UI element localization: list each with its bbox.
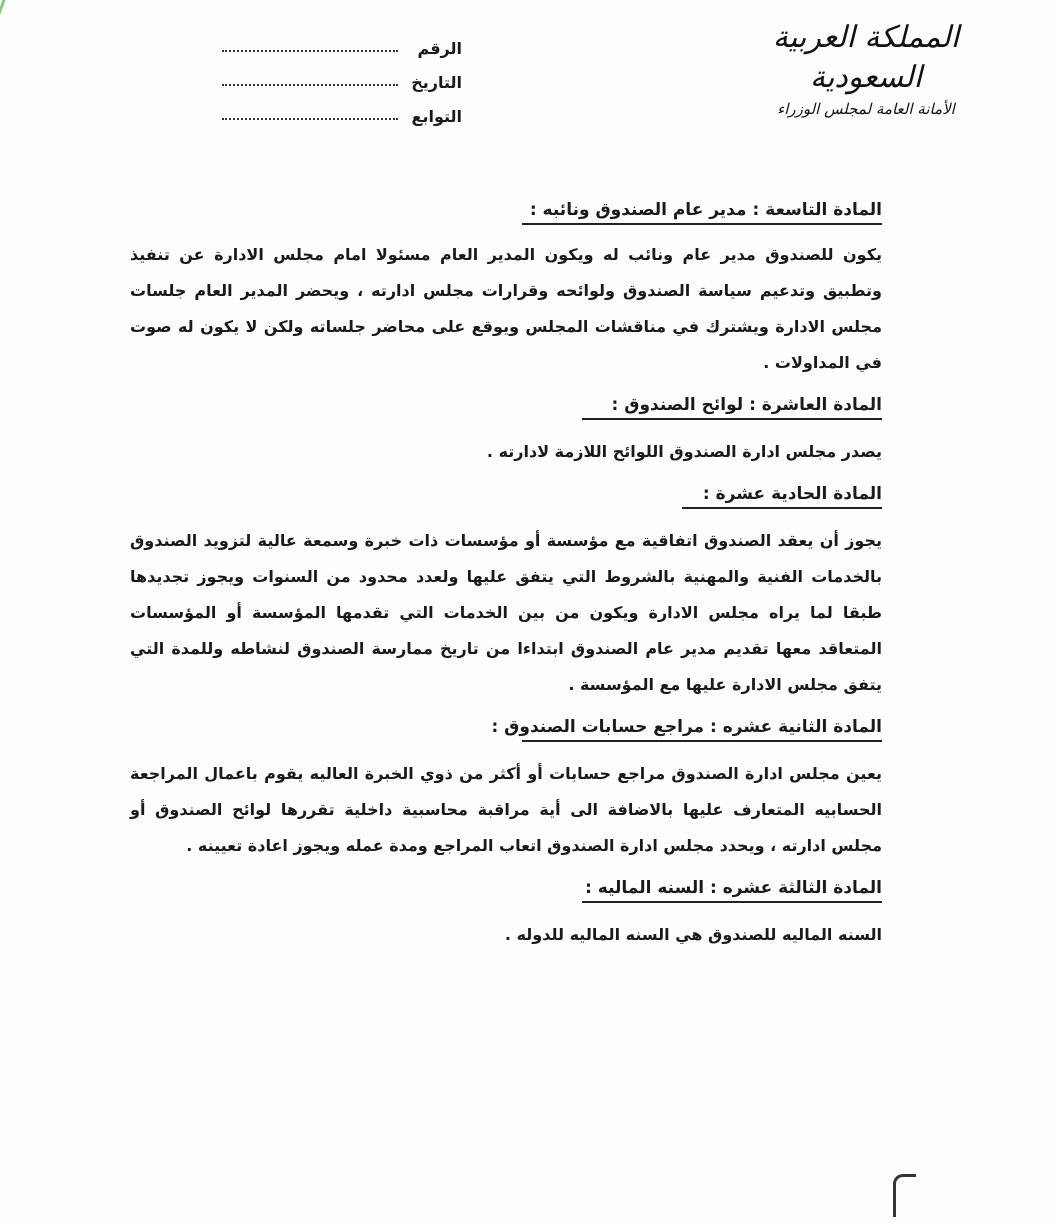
ref-attachments-label: التوابع [411, 107, 462, 126]
ref-date-line [222, 83, 398, 86]
ref-number-line [222, 49, 398, 52]
article-text: يعين مجلس ادارة الصندوق مراجع حسابات أو أكثر من ذوي الخبرة العاليه يقوم باعمال المراجعة الحسابيه المتعارف عليها بالاضافة الى أية مراقبة محاسبية داخلية تقررها لوائح الصندوق أو مجلس ادارته ، ويحدد مجلس ادارة الصندوق اتعاب المراجع ومدة عمله ويجوز اعادة تعيينه . [130, 764, 882, 855]
letterhead [766, 18, 966, 118]
letterhead-title: المملكة العربية السعودية [772, 20, 960, 95]
article-heading: المادة التاسعة : مدير عام الصندوق ونائبه : [522, 200, 882, 225]
article-text: يصدر مجلس ادارة الصندوق اللوائح اللازمة لادارته . [486, 442, 882, 461]
reference-fields [222, 24, 462, 126]
article-12 [130, 717, 882, 864]
article-text: يكون للصندوق مدير عام ونائب له ويكون المدير العام مسئولا امام مجلس الادارة عن تنفيذ وتطبيق وتدعيم سياسة الصندوق ولوائحه وقرارات مجلس ادارته ، ويحضر المدير العام جلسات مجلس الادارة ويشترك في مناقشات المجلس ويوقع على محاضر جلساته ولكن لا يكون له صوت في المداولات . [130, 245, 882, 372]
corner-mark [0, 0, 20, 14]
ref-date-row [222, 58, 462, 92]
article-text: السنه الماليه للصندوق هي السنه الماليه للدوله . [504, 925, 882, 944]
ref-attachments-row [222, 92, 462, 126]
ref-date-label: التاريخ [411, 73, 462, 92]
article-9 [130, 200, 882, 381]
article-10 [130, 395, 882, 470]
article-heading: المادة الثانية عشره : مراجع حسابات الصندوق : [522, 717, 882, 742]
article-heading: المادة العاشرة : لوائح الصندوق : [582, 395, 882, 420]
binding-mark [893, 1174, 916, 1217]
letterhead-subtitle: الأمانة العامة لمجلس الوزراء [777, 100, 955, 118]
article-heading: المادة الحادية عشرة : [682, 484, 882, 509]
ref-attachments-line [222, 117, 398, 120]
article-13 [130, 878, 882, 953]
ref-number-row [222, 24, 462, 58]
ref-number-label: الرقم [417, 39, 462, 58]
article-11 [130, 484, 882, 703]
article-heading: المادة الثالثة عشره : السنه الماليه : [582, 878, 882, 903]
article-text: يجوز أن يعقد الصندوق اتفاقية مع مؤسسة أو مؤسسات ذات خبرة وسمعة عالية لتزويد الصندوق بالخدمات الفنية والمهنية بالشروط التي يتفق عليها ولعدد محدود من السنوات ويجوز تجديدها طبقا لما يراه مجلس الادارة ويكون من بين الخدمات التي تقدمها المؤسسة أو المؤسسات المتعاقد معها تقديم مدير عام الصندوق ابتداءا من تاريخ ممارسة الصندوق لنشاطه وللمدة التي يتفق مجلس الادارة عليها مع المؤسسة . [130, 531, 882, 694]
document-body [130, 200, 882, 967]
